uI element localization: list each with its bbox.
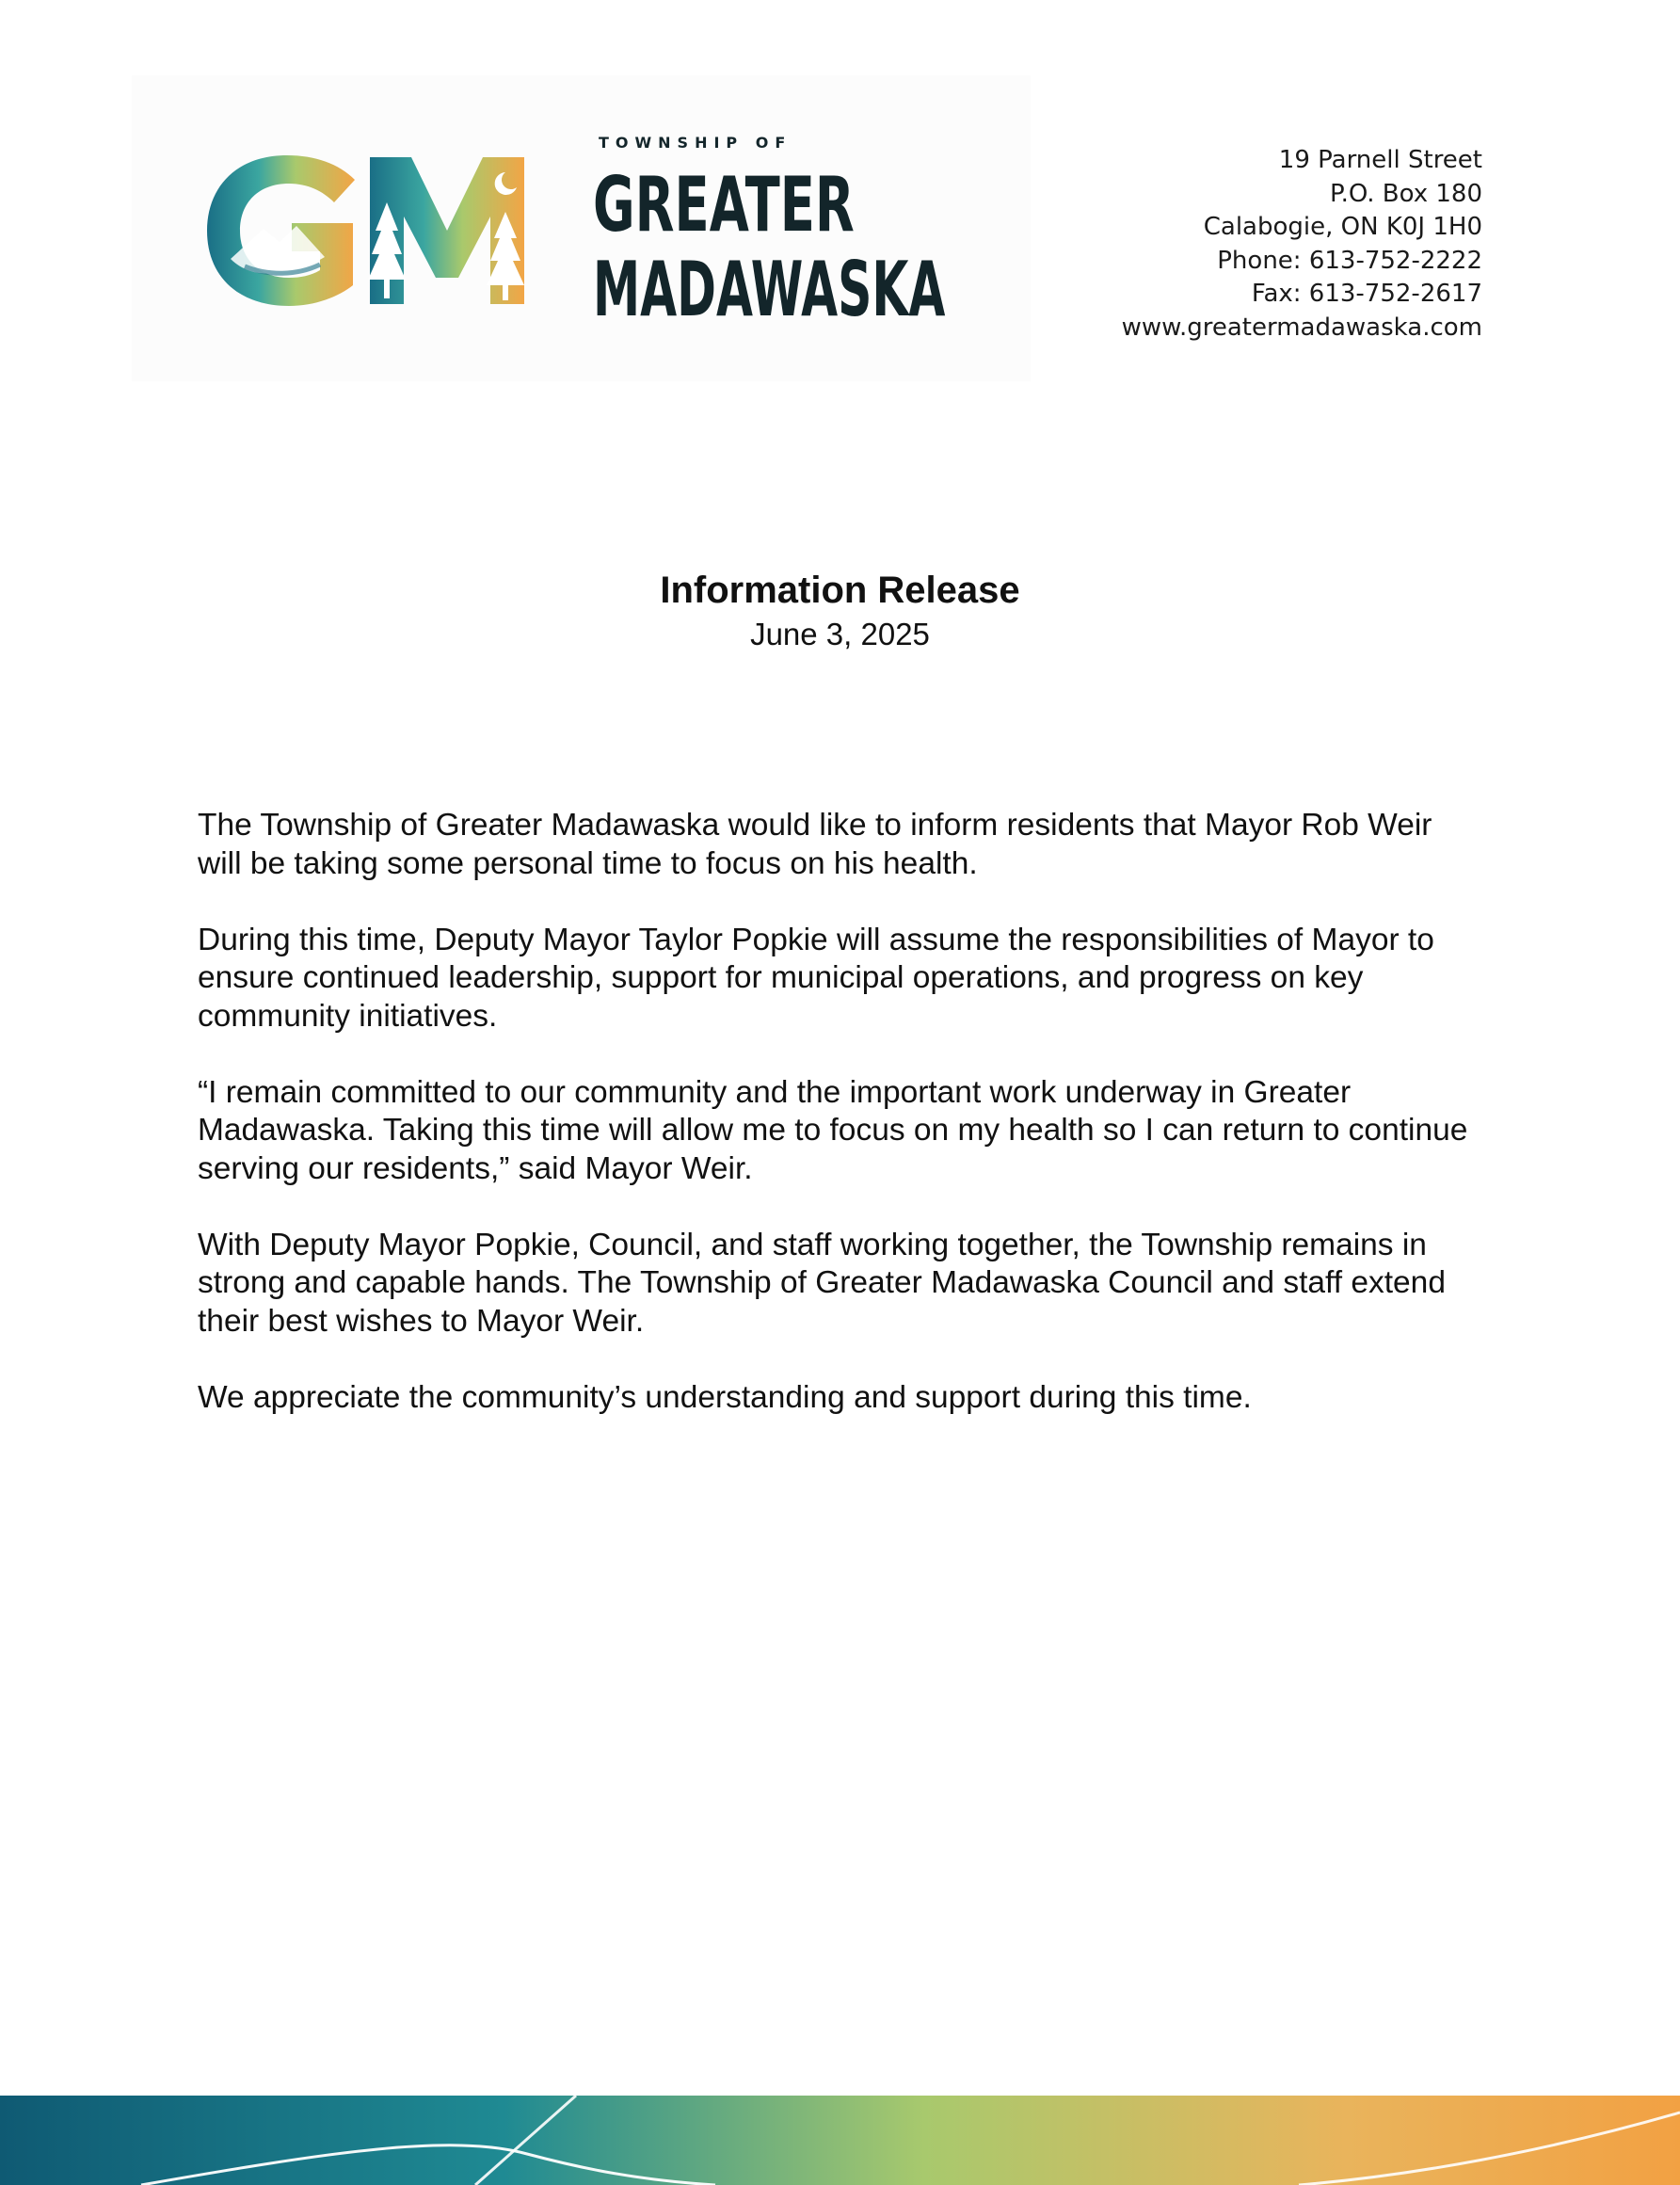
address-block bbox=[1122, 144, 1482, 345]
address-website[interactable]: www.greatermadawaska.com bbox=[1121, 313, 1482, 342]
footer-gradient-band bbox=[0, 2096, 1680, 2185]
township-logo-mark bbox=[202, 146, 546, 315]
address-phone: Phone: 613-752-2222 bbox=[1217, 246, 1482, 275]
body-paragraph: We appreciate the community’s understanding and support during this time. bbox=[198, 1379, 1252, 1415]
release-title: Information Release bbox=[660, 570, 1020, 611]
body-paragraph: With Deputy Mayor Popkie, Council, and staff working together, the Township remains in strong and capable hands. The Township of Greater Madawaska Council and staff extend their best wishes to Mayor Weir. bbox=[198, 1227, 1446, 1339]
address-po-box: P.O. Box 180 bbox=[1329, 179, 1482, 208]
wordmark-township-of: TOWNSHIP OF bbox=[599, 134, 792, 152]
body-paragraph: The Township of Greater Madawaska would like to inform residents that Mayor Rob Weir will be taking some personal time to focus on his health. bbox=[198, 808, 1432, 881]
address-city: Calabogie, ON K0J 1H0 bbox=[1203, 213, 1482, 241]
release-date: June 3, 2025 bbox=[750, 617, 930, 651]
wordmark-madawaska: MADAWASKA bbox=[593, 246, 946, 333]
wordmark-greater: GREATER bbox=[593, 161, 855, 249]
body-paragraph: “I remain committed to our community and the important work underway in Greater Madawaska. Taking this time will allow me to focus on my health so I can return to continue serving our residents,” said Mayor Weir. bbox=[198, 1074, 1468, 1186]
body-paragraph: During this time, Deputy Mayor Taylor Popkie will assume the responsibilities of Mayor to ensure continued leadership, support for municipal operations, and progress on key community initiatives. bbox=[198, 922, 1434, 1034]
release-body bbox=[198, 807, 1478, 1455]
address-street: 19 Parnell Street bbox=[1278, 146, 1482, 174]
address-fax: Fax: 613-752-2617 bbox=[1251, 280, 1482, 308]
